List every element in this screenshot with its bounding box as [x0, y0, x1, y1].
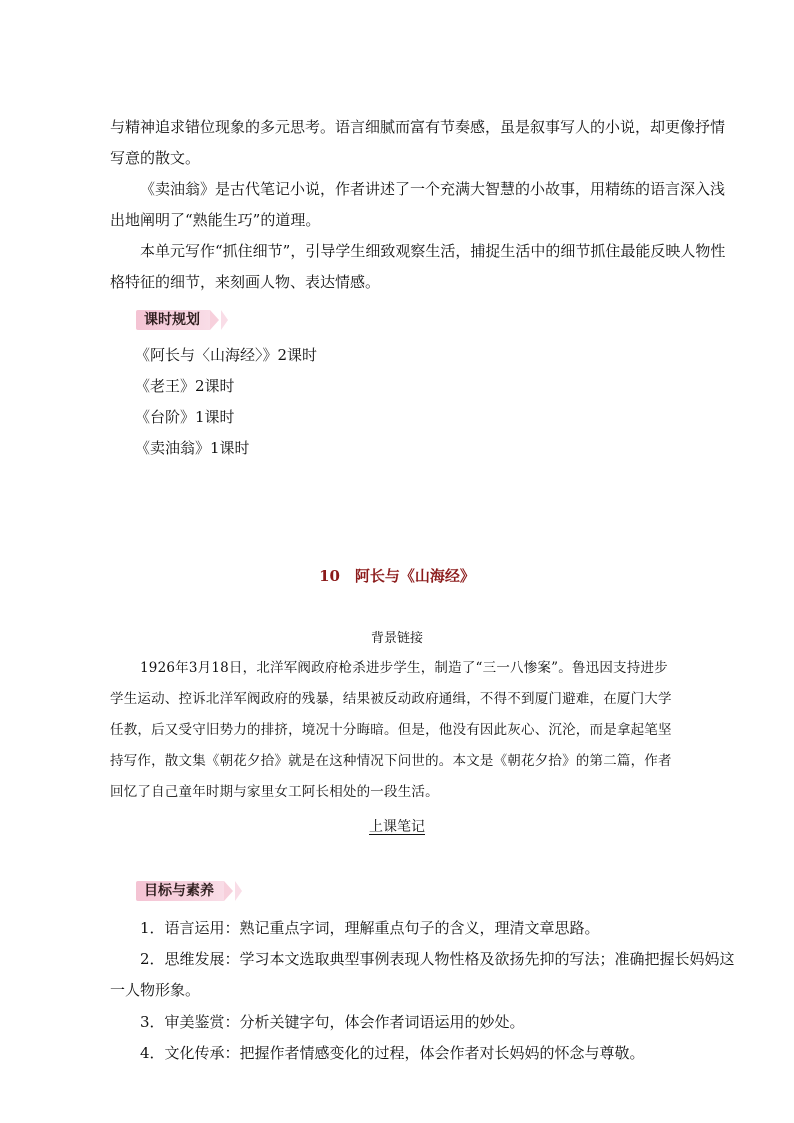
goal-item: [110, 1038, 690, 1069]
text-line: 3．审美鉴赏：分析关键字句，体会作者词语运用的妙处。: [140, 1013, 525, 1031]
banner-arrow-icon: [224, 881, 233, 901]
goal-item: [110, 1007, 690, 1038]
text-line: 一人物形象。: [110, 981, 201, 999]
text-line: 4．文化传承：把握作者情感变化的过程，体会作者对长妈妈的怀念与尊敬。: [140, 1044, 645, 1062]
text-line: 2．思维发展：学习本文选取典型事例表现人物性格及欲扬先抑的写法；准确把握长妈妈这: [140, 950, 735, 968]
schedule-item: 《老王》2课时: [135, 377, 235, 395]
goals-heading-banner: [136, 881, 242, 901]
text-line: 出地阐明了“熟能生巧”的道理。: [110, 211, 321, 229]
intro-paragraph-1: [110, 112, 726, 174]
text-line: 1926年3月18日，北洋军阀政府枪杀进步学生，制造了“三一八惨案”。鲁迅因支持进步: [140, 660, 668, 676]
text-line: 本单元写作“抓住细节”，引导学生细致观察生活，捕捉生活中的细节抓住最能反映人物性: [140, 242, 726, 260]
notes-heading: 上课笔记: [369, 819, 425, 835]
banner-chevron-icon: [221, 310, 228, 330]
banner-chevron-icon: [235, 881, 242, 901]
schedule-item: 《台阶》1课时: [135, 408, 235, 426]
goal-item: [110, 913, 690, 944]
intro-paragraph-2: [110, 174, 726, 236]
goals-heading: 目标与素养: [136, 881, 224, 901]
text-line: 与精神追求错位现象的多元思考。语言细腻而富有节奏感，虽是叙事写人的小说，却更像抒情: [110, 118, 726, 136]
text-line: 《卖油翁》是古代笔记小说，作者讲述了一个充满大智慧的小故事，用精练的语言深入浅: [140, 180, 726, 198]
text-line: 写意的散文。: [110, 149, 201, 167]
background-paragraph: [110, 653, 690, 808]
schedule-item: 《卖油翁》1课时: [135, 439, 250, 457]
background-heading: 背景链接: [370, 631, 423, 646]
goal-item: [110, 944, 735, 1006]
chapter-title: 10 阿长与《山海经》: [319, 567, 475, 585]
text-line: 格特征的细节，来刻画人物、表达情感。: [110, 273, 381, 291]
schedule-heading-banner: [136, 310, 228, 330]
text-line: 任教，后又受守旧势力的排挤，境况十分晦暗。但是，他没有因此灰心、沉沦，而是拿起笔坚: [110, 722, 672, 738]
text-line: 学生运动、控诉北洋军阀政府的残暴，结果被反动政府通缉，不得不到厦门避难，在厦门大学: [110, 691, 672, 707]
intro-paragraph-3: [110, 236, 726, 298]
text-line: 持写作，散文集《朝花夕拾》就是在这种情况下问世的。本文是《朝花夕拾》的第二篇，作者: [110, 753, 672, 769]
schedule-item: 《阿长与〈山海经〉》2课时: [135, 346, 318, 364]
schedule-heading: 课时规划: [136, 310, 210, 330]
banner-arrow-icon: [210, 310, 219, 330]
text-line: 1．语言运用：熟记重点字词，理解重点句子的含义，理清文章思路。: [140, 919, 600, 937]
text-line: 回忆了自己童年时期与家里女工阿长相处的一段生活。: [110, 784, 439, 800]
